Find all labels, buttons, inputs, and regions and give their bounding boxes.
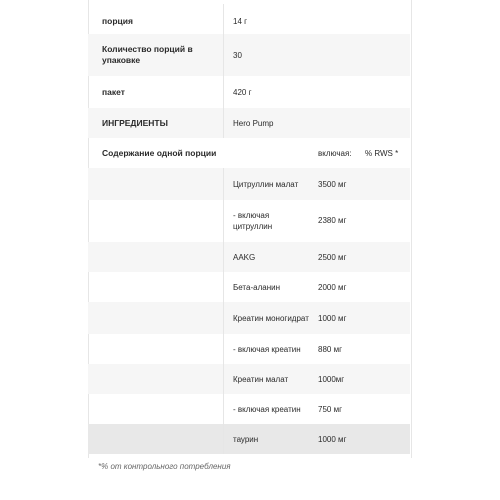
ingredient-name: Креатин моногидрат — [233, 314, 309, 323]
row-value: Hero Pump — [233, 119, 274, 128]
ingredient-name: Креатин малат — [233, 375, 289, 384]
amount-header: включая: — [318, 149, 352, 158]
table-row — [88, 424, 410, 454]
ingredient-amount: 2380 мг — [318, 216, 347, 225]
table-header-row — [88, 138, 410, 168]
serving-label: Содержание одной порции — [102, 148, 217, 158]
ingredient-name: - включая креатин — [233, 405, 301, 414]
table-row — [88, 34, 410, 76]
row-label: ИНГРЕДИЕНТЫ — [102, 118, 168, 128]
ingredient-amount: 1000 мг — [318, 314, 347, 323]
row-value: 14 г — [233, 17, 248, 26]
table-row — [88, 242, 410, 272]
ingredient-amount: 1000 мг — [318, 435, 347, 444]
ingredient-amount: 3500 мг — [318, 180, 347, 189]
row-value: 30 — [233, 51, 242, 60]
ingredient-name: Цитруллин малат — [233, 180, 299, 189]
table-row — [88, 272, 410, 302]
row-value: 420 г — [233, 88, 252, 97]
ingredient-amount: 1000мг — [318, 375, 345, 384]
table-row — [88, 394, 410, 424]
table-row — [88, 334, 410, 364]
table-row — [88, 108, 410, 138]
ingredient-name: таурин — [233, 435, 259, 444]
ingredient-amount: 2500 мг — [318, 253, 347, 262]
row-label: пакет — [102, 87, 125, 97]
table-row — [88, 302, 410, 334]
table-row — [88, 454, 410, 458]
row-label: порция — [102, 16, 133, 26]
rws-header: % RWS * — [365, 149, 399, 158]
ingredient-amount: 2000 мг — [318, 283, 347, 292]
table-row — [88, 4, 410, 34]
footnote: *% от контрольного потребления — [98, 462, 231, 471]
table-row — [88, 364, 410, 394]
row-label: Количество порций в упаковке — [102, 44, 193, 65]
table-row — [88, 168, 410, 200]
table-row — [88, 200, 410, 242]
ingredient-name: - включая креатин — [233, 345, 301, 354]
ingredient-name: AAKG — [233, 253, 256, 262]
ingredient-amount: 880 мг — [318, 345, 342, 354]
table-row — [88, 76, 410, 108]
ingredient-name: Бета-аланин — [233, 283, 280, 292]
ingredient-amount: 750 мг — [318, 405, 342, 414]
ingredient-name: - включая цитруллин — [233, 211, 273, 231]
